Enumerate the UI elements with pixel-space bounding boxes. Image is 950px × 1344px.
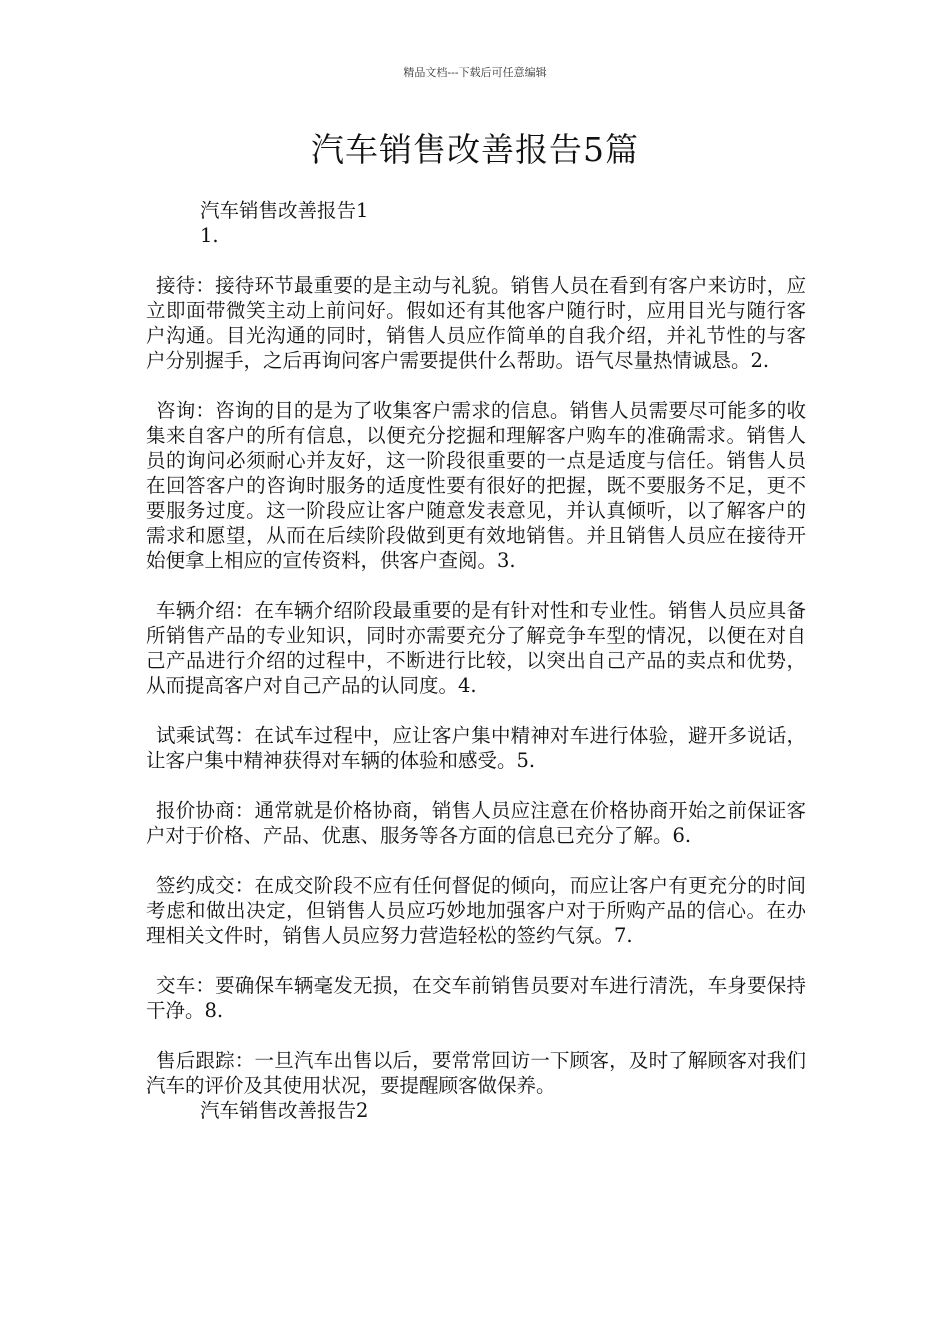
paragraph-signing: 签约成交：在成交阶段不应有任何督促的倾向，而应让客户有更充分的时间考虑和做出决定，但销售人员应巧妙地加强客户对于所购产品的信心。在办理相关文件时，销售人员应努力营造轻松的签约气氛。7. bbox=[146, 874, 806, 947]
paragraph-price-negotiation: 报价协商：通常就是价格协商，销售人员应注意在价格协商开始之前保证客户对于价格、产品、优惠、服务等各方面的信息已充分了解。6. bbox=[146, 799, 806, 847]
section-heading-1: 汽车销售改善报告1 bbox=[200, 199, 369, 222]
paragraph-consultation: 咨询：咨询的目的是为了收集客户需求的信息。销售人员需要尽可能多的收集来自客户的所有信息，以便充分挖掘和理解客户购车的准确需求。销售人员的询问必须耐心并友好，这一阶段很重要的一点是适度与信任。销售人员在回答客户的咨询时服务的适度性要有很好的把握，既不要服务不足，更不要服务过度。这一阶段应让客户随意发表意见，并认真倾听，以了解客户的需求和愿望，从而在后续阶段做到更有效地销售。并且销售人员应在接待开始便拿上相应的宣传资料，供客户查阅。3. bbox=[146, 399, 806, 572]
paragraph-after-sales: 售后跟踪：一旦汽车出售以后，要常常回访一下顾客，及时了解顾客对我们汽车的评价及其使用状况，要提醒顾客做保养。 bbox=[146, 1049, 806, 1097]
item-number: 1. bbox=[200, 224, 219, 247]
paragraph-reception: 接待：接待环节最重要的是主动与礼貌。销售人员在看到有客户来访时，应立即面带微笑主动上前问好。假如还有其他客户随行时，应用目光与随行客户沟通。目光沟通的同时，销售人员应作简单的自我介绍，并礼节性的与客户分别握手，之后再询问客户需要提供什么帮助。语气尽量热情诚恳。2. bbox=[146, 274, 806, 372]
header-note: 精品文档---下载后可任意编辑 bbox=[403, 66, 547, 79]
paragraph-test-drive: 试乘试驾：在试车过程中，应让客户集中精神对车进行体验，避开多说话，让客户集中精神获得对车辆的体验和感受。5. bbox=[146, 724, 806, 772]
paragraph-delivery: 交车：要确保车辆毫发无损，在交车前销售员要对车进行清洗，车身要保持干净。8. bbox=[146, 974, 806, 1022]
section-heading-2: 汽车销售改善报告2 bbox=[200, 1099, 369, 1122]
document-body bbox=[146, 198, 806, 1123]
document-title: 汽车销售改善报告5篇 bbox=[311, 130, 639, 169]
paragraph-vehicle-intro: 车辆介绍：在车辆介绍阶段最重要的是有针对性和专业性。销售人员应具备所销售产品的专业知识，同时亦需要充分了解竞争车型的情况，以便在对自己产品进行介绍的过程中，不断进行比较，以突出自己产品的卖点和优势，从而提高客户对自己产品的认同度。4. bbox=[146, 599, 806, 697]
